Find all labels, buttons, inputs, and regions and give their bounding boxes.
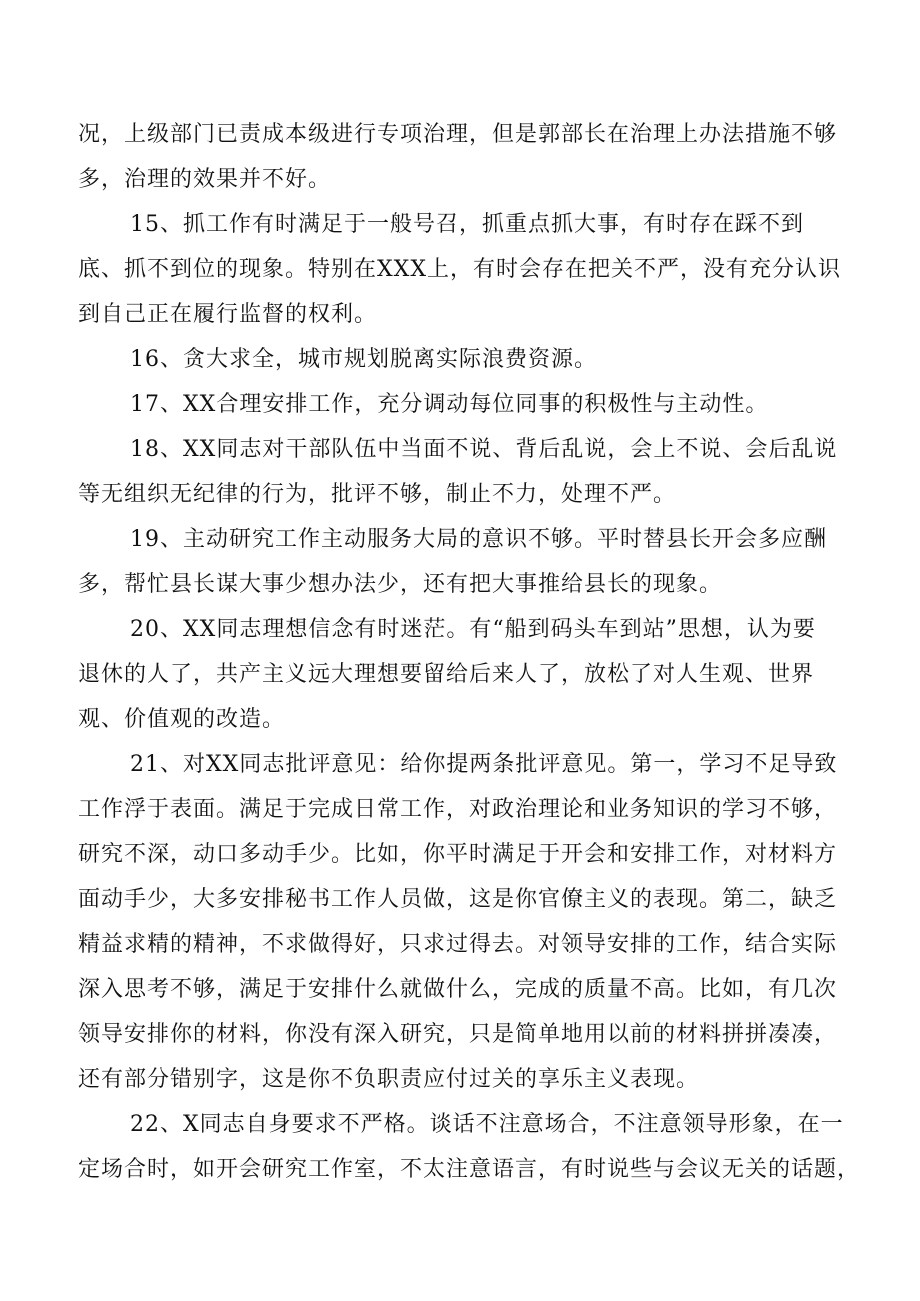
paragraph-line: 等无组织无纪律的行为，批评不够，制止不力，处理不严。 xyxy=(78,482,677,507)
paragraph-line: 况，上级部门已责成本级进行专项治理，但是郭部长在治理上办法措施不够 xyxy=(78,122,838,147)
document-body xyxy=(78,112,868,1192)
paragraph-line: 多，帮忙县长谋大事少想办法少，还有把大事推给县长的现象。 xyxy=(78,572,723,597)
paragraph-line: 研究不深，动口多动手少。比如，你平时满足于开会和安排工作，对材料方 xyxy=(78,842,838,867)
paragraph-first-line: 19、主动研究工作主动服务大局的意识不够。平时替县长开会多应酬 xyxy=(130,527,827,552)
paragraph-first-line: 20、XX同志理想信念有时迷茫。有“船到码头车到站”思想，认为要 xyxy=(130,617,816,642)
paragraph-line: 面动手少，大多安排秘书工作人员做，这是你官僚主义的表现。第二，缺乏 xyxy=(78,887,838,912)
paragraph-line: 定场合时，如开会研究工作室，不太注意语言，有时说些与会议无关的话题， xyxy=(78,1157,861,1182)
paragraph-line: 深入思考不够，满足于安排什么就做什么，完成的质量不高。比如，有几次 xyxy=(78,977,838,1002)
paragraph-first-line: 15、抓工作有时满足于一般号召，抓重点抓大事，有时存在踩不到 xyxy=(130,212,804,237)
paragraph-first-line: 17、XX合理安排工作，充分调动每位同事的积极性与主动性。 xyxy=(130,392,769,417)
paragraph-line: 还有部分错别字，这是你不负职责应付过关的享乐主义表现。 xyxy=(78,1067,700,1092)
paragraph-line: 到自己正在履行监督的权利。 xyxy=(78,302,378,327)
paragraph-line: 工作浮于表面。满足于完成日常工作，对政治理论和业务知识的学习不够， xyxy=(78,797,838,822)
paragraph-line: 领导安排你的材料，你没有深入研究，只是简单地用以前的材料拼拼凑凑， xyxy=(78,1022,838,1047)
paragraph-line: 多，治理的效果并不好。 xyxy=(78,167,332,192)
paragraph-first-line: 18、XX同志对干部队伍中当面不说、背后乱说，会上不说、会后乱说 xyxy=(130,437,838,462)
paragraph-line: 精益求精的精神，不求做得好，只求过得去。对领导安排的工作，结合实际 xyxy=(78,932,838,957)
paragraph-line: 观、价值观的改造。 xyxy=(78,707,286,732)
paragraph-first-line: 21、对XX同志批评意见：给你提两条批评意见。第一，学习不足导致 xyxy=(130,752,838,777)
paragraph-first-line: 16、贪大求全，城市规划脱离实际浪费资源。 xyxy=(130,347,597,372)
paragraph-line: 退休的人了，共产主义远大理想要留给后来人了，放松了对人生观、世界 xyxy=(78,662,815,687)
paragraph-first-line: 22、X同志自身要求不严格。谈话不注意场合，不注意领导形象，在一 xyxy=(130,1112,844,1137)
paragraph-line: 底、抓不到位的现象。特别在XXX上，有时会存在把关不严，没有充分认识 xyxy=(78,257,841,282)
